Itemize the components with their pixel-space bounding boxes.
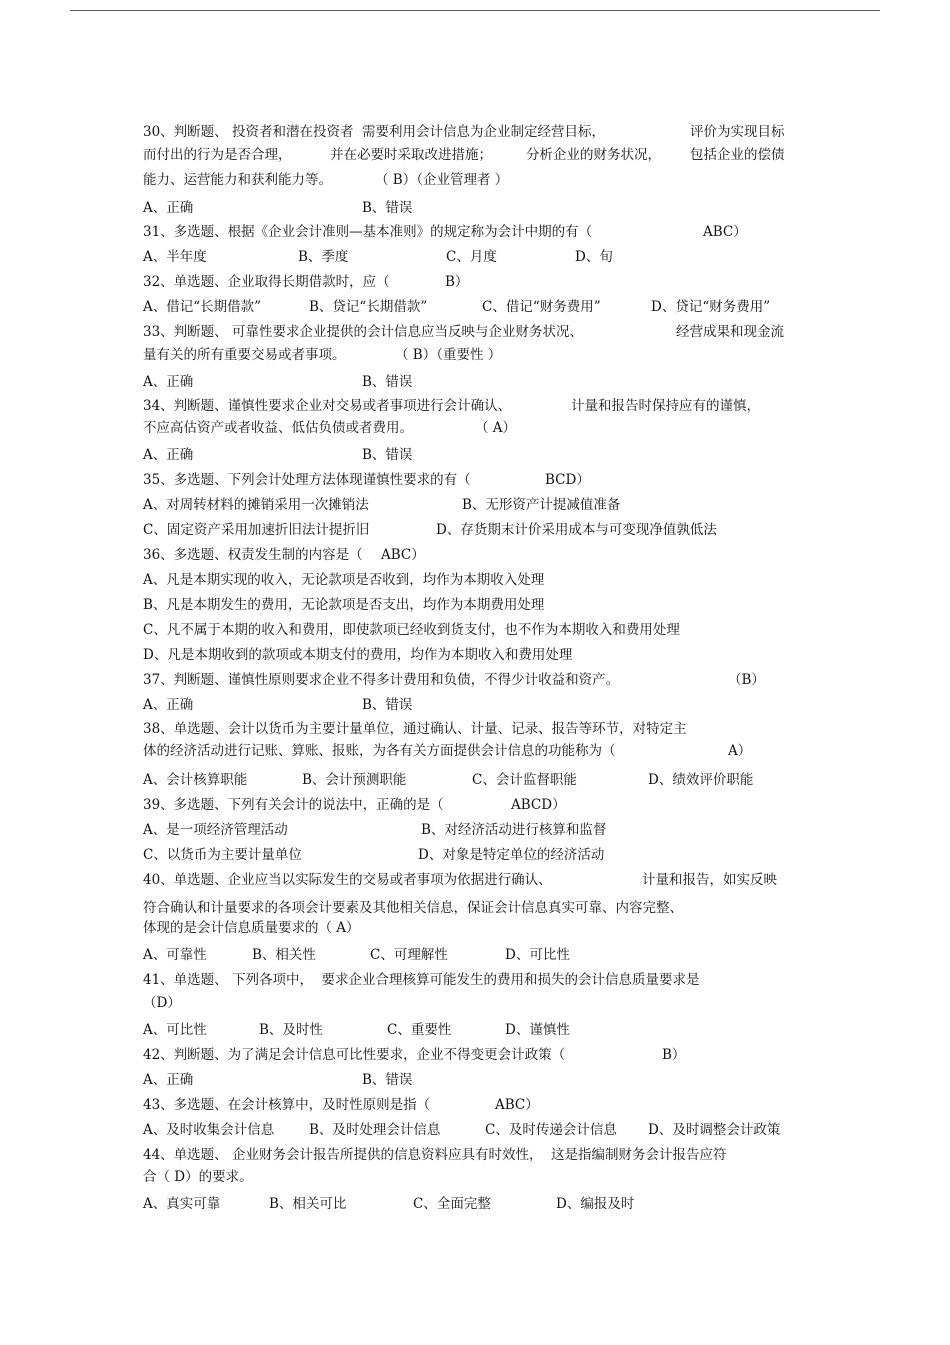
q39-options-2: C、以货币为主要计量单位 D、对象是特定单位的经济活动 xyxy=(143,847,605,863)
q44-options: A、真实可靠 B、相关可比 C、全面完整 D、编报及时 xyxy=(143,1196,635,1212)
q43-options: A、及时收集会计信息 B、及时处理会计信息 C、及时传递会计信息 D、及时调整会计政策 xyxy=(143,1122,781,1138)
q34-options: A、正确 B、错误 xyxy=(143,447,413,463)
q39-line1: 39、多选题、下列有关会计的说法中，正确的是（ ABCD） xyxy=(143,797,566,813)
q41-line1: 41、单选题、 下列各项中， 要求企业合理核算可能发生的费用和损失的会计信息质量要求是 xyxy=(143,972,700,988)
q34-line1: 34、判断题、谨慎性要求企业对交易或者事项进行会计确认、 计量和报告时保持应有的谨慎， xyxy=(143,398,760,414)
q30-options xyxy=(143,199,413,217)
q32-line1: 32、单选题、企业取得长期借款时，应（ B） xyxy=(143,274,469,290)
q40-line1: 40、单选题、企业应当以实际发生的交易或者事项为依据进行确认、 计量和报告，如实反映 xyxy=(143,872,777,888)
option-a: A、正确 xyxy=(143,200,194,216)
q40-line2: 符合确认和计量要求的各项会计要素及其他相关信息，保证会计信息真实可靠、内容完整、 xyxy=(143,900,683,916)
q40-options: A、可靠性 B、相关性 C、可理解性 D、可比性 xyxy=(143,947,570,963)
q30-line2: 而付出的行为是否合理， 并在必要时采取改进措施； 分析企业的财务状况， 包括企业的偿债 xyxy=(143,147,785,163)
q39-options-1: A、是一项经济管理活动 B、对经济活动进行核算和监督 xyxy=(143,822,607,838)
q44-line1: 44、单选题、 企业财务会计报告所提供的信息资料应具有时效性， 这是指编制财务会计报告应符 xyxy=(143,1147,727,1163)
q38-line2: 体的经济活动进行记账、算账、报账，为各有关方面提供会计信息的功能称为（ A） xyxy=(143,743,752,759)
q42-options: A、正确 B、错误 xyxy=(143,1072,413,1088)
q36-option-a: A、凡是本期实现的收入，无论款项是否收到，均作为本期收入处理 xyxy=(143,572,545,588)
q37-line1: 37、判断题、谨慎性原则要求企业不得多计费用和负债，不得少计收益和资产。 （B） xyxy=(143,672,765,688)
q32-options: A、借记“长期借款” B、贷记“长期借款” C、借记“财务费用” D、贷记“财务费用” xyxy=(143,299,771,315)
q30-line1: 30、判断题、 投资者和潜在投资者 需要利用会计信息为企业制定经营目标， 评价为实现目标 xyxy=(143,124,785,140)
q35-options-2: C、固定资产采用加速折旧法计提折旧 D、存货期末计价采用成本与可变现净值孰低法 xyxy=(143,522,717,538)
q35-options-1: A、对周转材料的摊销采用一次摊销法 B、无形资产计提减值准备 xyxy=(143,497,621,513)
option-b: B、错误 xyxy=(362,200,413,216)
q36-option-b: B、凡是本期发生的费用，无论款项是否支出，均作为本期费用处理 xyxy=(143,597,545,613)
q40-line3: 体现的是会计信息质量要求的（ A） xyxy=(143,920,360,936)
q36-option-d: D、凡是本期收到的款项或本期支付的费用，均作为本期收入和费用处理 xyxy=(143,647,573,663)
q44-line2: 合（ D）的要求。 xyxy=(143,1169,253,1185)
q34-line2: 不应高估资产或者收益、低估负债或者费用。 （ A） xyxy=(143,420,517,436)
q38-options: A、会计核算职能 B、会计预测职能 C、会计监督职能 D、绩效评价职能 xyxy=(143,772,754,788)
q31-options: A、半年度 B、季度 C、月度 D、旬 xyxy=(143,249,613,265)
q31-line1: 31、多选题、根据《企业会计准则—基本准则》的规定称为会计中期的有（ ABC） xyxy=(143,224,747,240)
q35-line1: 35、多选题、下列会计处理方法体现谨慎性要求的有（ BCD） xyxy=(143,472,590,488)
q36-option-c: C、凡不属于本期的收入和费用，即使款项已经收到货支付，也不作为本期收入和费用处理 xyxy=(143,622,680,638)
q33-options: A、正确 B、错误 xyxy=(143,374,413,390)
q41-options: A、可比性 B、及时性 C、重要性 D、谨慎性 xyxy=(143,1022,570,1038)
q36-line1: 36、多选题、权责发生制的内容是（ ABC） xyxy=(143,547,425,563)
q38-line1: 38、单选题、会计以货币为主要计量单位，通过确认、计量、记录、报告等环节，对特定主 xyxy=(143,721,687,737)
q33-line2: 量有关的所有重要交易或者事项。 （ B）（重要性 ） xyxy=(143,347,502,363)
q37-options: A、正确 B、错误 xyxy=(143,697,413,713)
header-rule xyxy=(70,10,880,11)
q33-line1: 33、判断题、 可靠性要求企业提供的会计信息应当反映与企业财务状况、 经营成果和现金流 xyxy=(143,324,784,340)
q30-line3: 能力、运营能力和获利能力等。 （ B）（企业管理者 ） xyxy=(143,172,509,188)
q41-line2: （D） xyxy=(143,995,181,1011)
q43-line1: 43、多选题、在会计核算中，及时性原则是指（ ABC） xyxy=(143,1097,539,1113)
q42-line1: 42、判断题、为了满足会计信息可比性要求，企业不得变更会计政策（ B） xyxy=(143,1047,686,1063)
